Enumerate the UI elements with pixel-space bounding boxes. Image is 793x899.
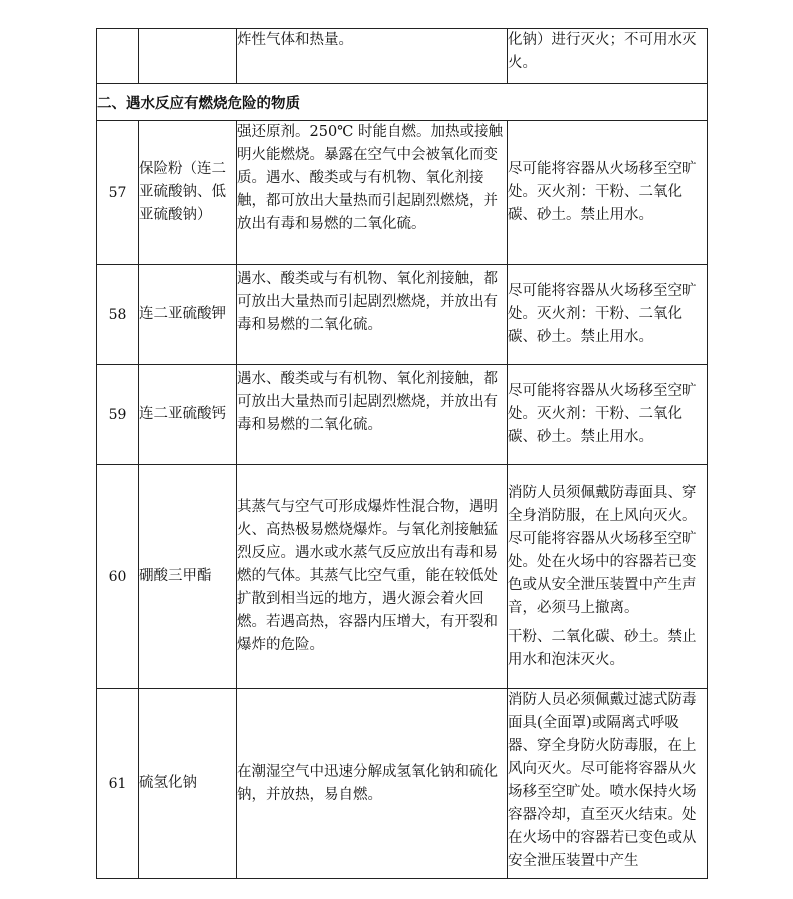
firefighting-measures: 尽可能将容器从火场移至空旷处。灭火剂：干粉、二氧化碳、砂土。禁止用水。 bbox=[508, 121, 708, 265]
substance-name: 硫氢化钠 bbox=[139, 689, 237, 879]
table-row bbox=[97, 265, 708, 365]
name-cell bbox=[139, 29, 237, 84]
hazard-description: 强还原剂。250℃ 时能自燃。加热或接触明火能燃烧。暴露在空气中会被氧化而变质。遇水、酸类或与有机物、氧化剂接触，都可放出大量热而引起剧烈燃烧，并放出有毒和易燃的二氧化硫。 bbox=[237, 121, 508, 265]
row-number: 57 bbox=[97, 121, 139, 265]
measures-cell: 化钠）进行灭火；不可用水灭火。 bbox=[508, 29, 708, 84]
table-row bbox=[97, 121, 708, 265]
table-row bbox=[97, 689, 708, 879]
row-number: 59 bbox=[97, 365, 139, 465]
hazard-description: 在潮湿空气中迅速分解成氢氧化钠和硫化钠，并放热，易自燃。 bbox=[237, 689, 508, 879]
table-row-continued bbox=[97, 29, 708, 84]
hazard-description: 其蒸气与空气可形成爆炸性混合物，遇明火、高热极易燃烧爆炸。与氧化剂接触猛烈反应。遇水或水蒸气反应放出有毒和易燃的气体。其蒸气比空气重，能在较低处扩散到相当远的地方，遇火源会着火回燃。若遇高热，容器内压增大，有开裂和爆炸的危险。 bbox=[237, 465, 508, 689]
row-number: 58 bbox=[97, 265, 139, 365]
table-row bbox=[97, 365, 708, 465]
section-title: 二、遇水反应有燃烧危险的物质 bbox=[97, 84, 708, 121]
firefighting-measures: 消防人员必须佩戴过滤式防毒面具(全面罩)或隔离式呼吸器、穿全身防火防毒服，在上风向灭火。尽可能将容器从火场移至空旷处。喷水保持火场容器冷却，直至灭火结束。处在火场中的容器若已变色或从安全泄压装置中产生 bbox=[508, 689, 708, 879]
firefighting-measures: 尽可能将容器从火场移至空旷处。灭火剂：干粉、二氧化碳、砂土。禁止用水。 bbox=[508, 265, 708, 365]
hazard-description: 遇水、酸类或与有机物、氧化剂接触，都可放出大量热而引起剧烈燃烧，并放出有毒和易燃的二氧化硫。 bbox=[237, 365, 508, 465]
section-header-row bbox=[97, 84, 708, 121]
row-number: 61 bbox=[97, 689, 139, 879]
firefighting-measures: 尽可能将容器从火场移至空旷处。灭火剂：干粉、二氧化碳、砂土。禁止用水。 bbox=[508, 365, 708, 465]
measures-paragraph-1: 消防人员须佩戴防毒面具、穿全身消防服，在上风向灭火。尽可能将容器从火场移至空旷处。处在火场中的容器若已变色或从安全泄压装置中产生声音，必须马上撤离。 bbox=[508, 484, 697, 616]
substance-name: 连二亚硫酸钾 bbox=[139, 265, 237, 365]
row-number: 60 bbox=[97, 465, 139, 689]
hazard-description: 遇水、酸类或与有机物、氧化剂接触，都可放出大量热而引起剧烈燃烧，并放出有毒和易燃的二氧化硫。 bbox=[237, 265, 508, 365]
table-row bbox=[97, 465, 708, 689]
firefighting-measures bbox=[508, 465, 708, 689]
description-cell: 炸性气体和热量。 bbox=[237, 29, 508, 84]
number-cell bbox=[97, 29, 139, 84]
hazard-table bbox=[96, 28, 708, 879]
substance-name: 连二亚硫酸钙 bbox=[139, 365, 237, 465]
substance-name: 硼酸三甲酯 bbox=[139, 465, 237, 689]
measures-paragraph-2: 干粉、二氧化碳、砂土。禁止用水和泡沫灭火。 bbox=[508, 628, 697, 668]
substance-name: 保险粉（连二亚硫酸钠、低亚硫酸钠） bbox=[139, 121, 237, 265]
